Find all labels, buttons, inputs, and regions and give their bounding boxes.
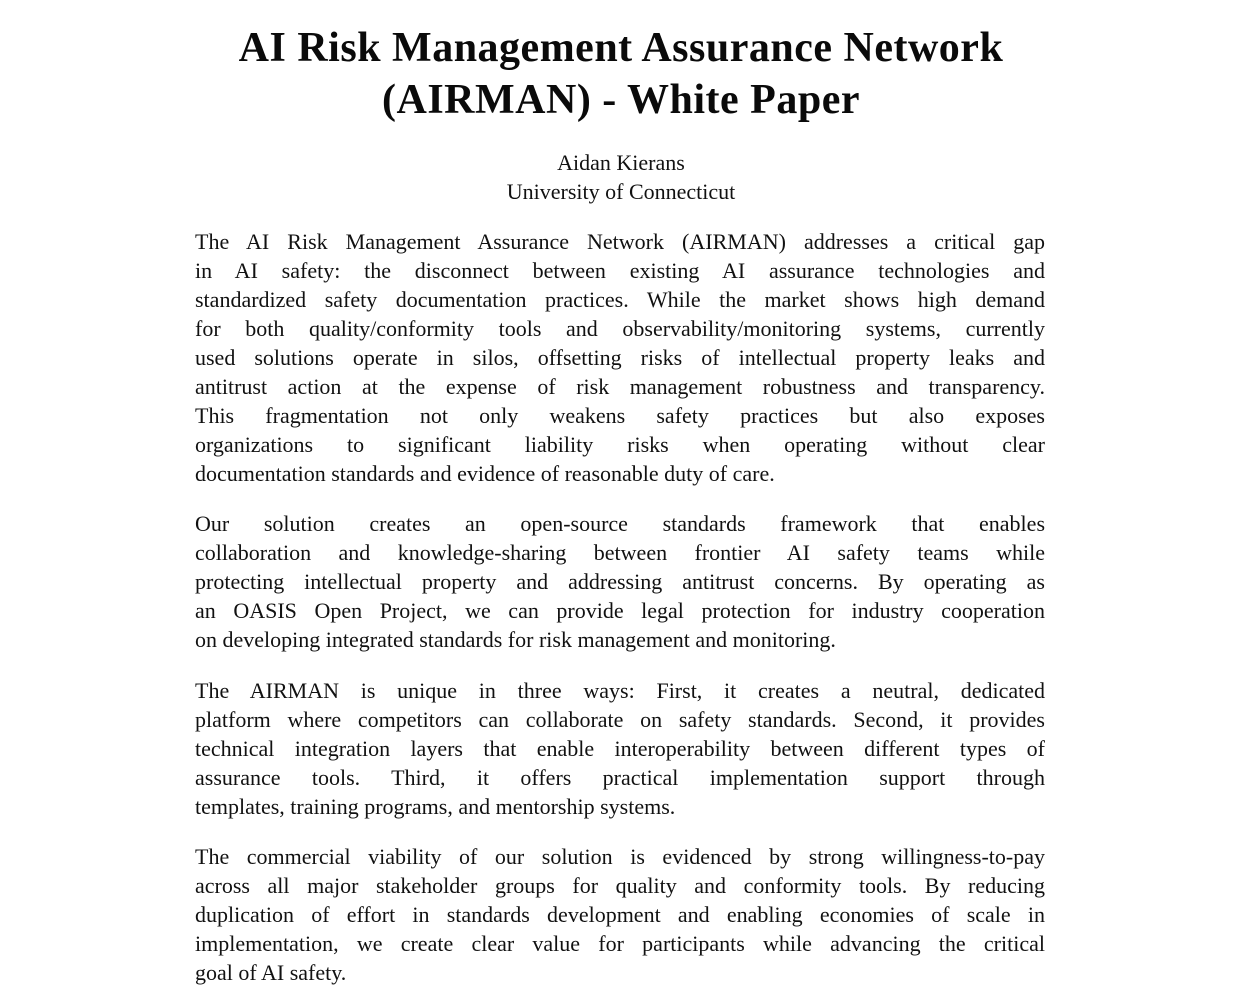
abstract-paragraph-3	[195, 676, 1045, 821]
text-line: on developing integrated standards for risk management and monitoring.	[195, 627, 836, 652]
text-line: platform where competitors can collaborate on safety standards. Second, it provides	[195, 707, 1045, 732]
text-line: The commercial viability of our solution is evidenced by strong willingness-to-pay	[195, 844, 1045, 869]
text-line: an OASIS Open Project, we can provide legal protection for industry cooperation	[195, 598, 1045, 623]
text-line: across all major stakeholder groups for quality and conformity tools. By reducing	[195, 873, 1045, 898]
abstract-paragraph-2	[195, 509, 1045, 654]
paper-title	[0, 22, 1242, 126]
author-affiliation: University of Connecticut	[506, 179, 736, 204]
text-line: duplication of effort in standards development and enabling economies of scale in	[195, 902, 1045, 927]
text-line: This fragmentation not only weakens safety practices but also exposes	[195, 403, 1045, 428]
text-line: collaboration and knowledge-sharing between frontier AI safety teams while	[195, 540, 1045, 565]
text-line: standardized safety documentation practices. While the market shows high demand	[195, 287, 1045, 312]
text-line: documentation standards and evidence of reasonable duty of care.	[195, 461, 775, 486]
text-line: templates, training programs, and mentorship systems.	[195, 794, 676, 819]
author-block	[0, 148, 1242, 206]
abstract-paragraph-4	[195, 842, 1045, 987]
text-line: goal of AI safety.	[195, 960, 347, 985]
text-line: organizations to significant liability risks when operating without clear	[195, 432, 1045, 457]
paper-title-line-1: AI Risk Management Assurance Network	[238, 25, 1004, 71]
text-line: implementation, we create clear value for participants while advancing the critical	[195, 931, 1045, 956]
abstract-paragraph-1	[195, 227, 1045, 488]
text-line: in AI safety: the disconnect between existing AI assurance technologies and	[195, 258, 1045, 283]
text-line: The AIRMAN is unique in three ways: First, it creates a neutral, dedicated	[195, 678, 1045, 703]
text-line: The AI Risk Management Assurance Network (AIRMAN) addresses a critical gap	[195, 229, 1045, 254]
text-line: assurance tools. Third, it offers practical implementation support through	[195, 765, 1045, 790]
text-line: protecting intellectual property and addressing antitrust concerns. By operating as	[195, 569, 1045, 594]
text-line: Our solution creates an open-source standards framework that enables	[195, 511, 1045, 536]
text-line: for both quality/conformity tools and observability/monitoring systems, currently	[195, 316, 1045, 341]
text-line: antitrust action at the expense of risk management robustness and transparency.	[195, 374, 1045, 399]
paper-title-line-2: (AIRMAN) - White Paper	[382, 77, 860, 123]
text-line: used solutions operate in silos, offsetting risks of intellectual property leaks and	[195, 345, 1045, 370]
author-name: Aidan Kierans	[557, 150, 685, 175]
text-line: technical integration layers that enable interoperability between different types of	[195, 736, 1045, 761]
